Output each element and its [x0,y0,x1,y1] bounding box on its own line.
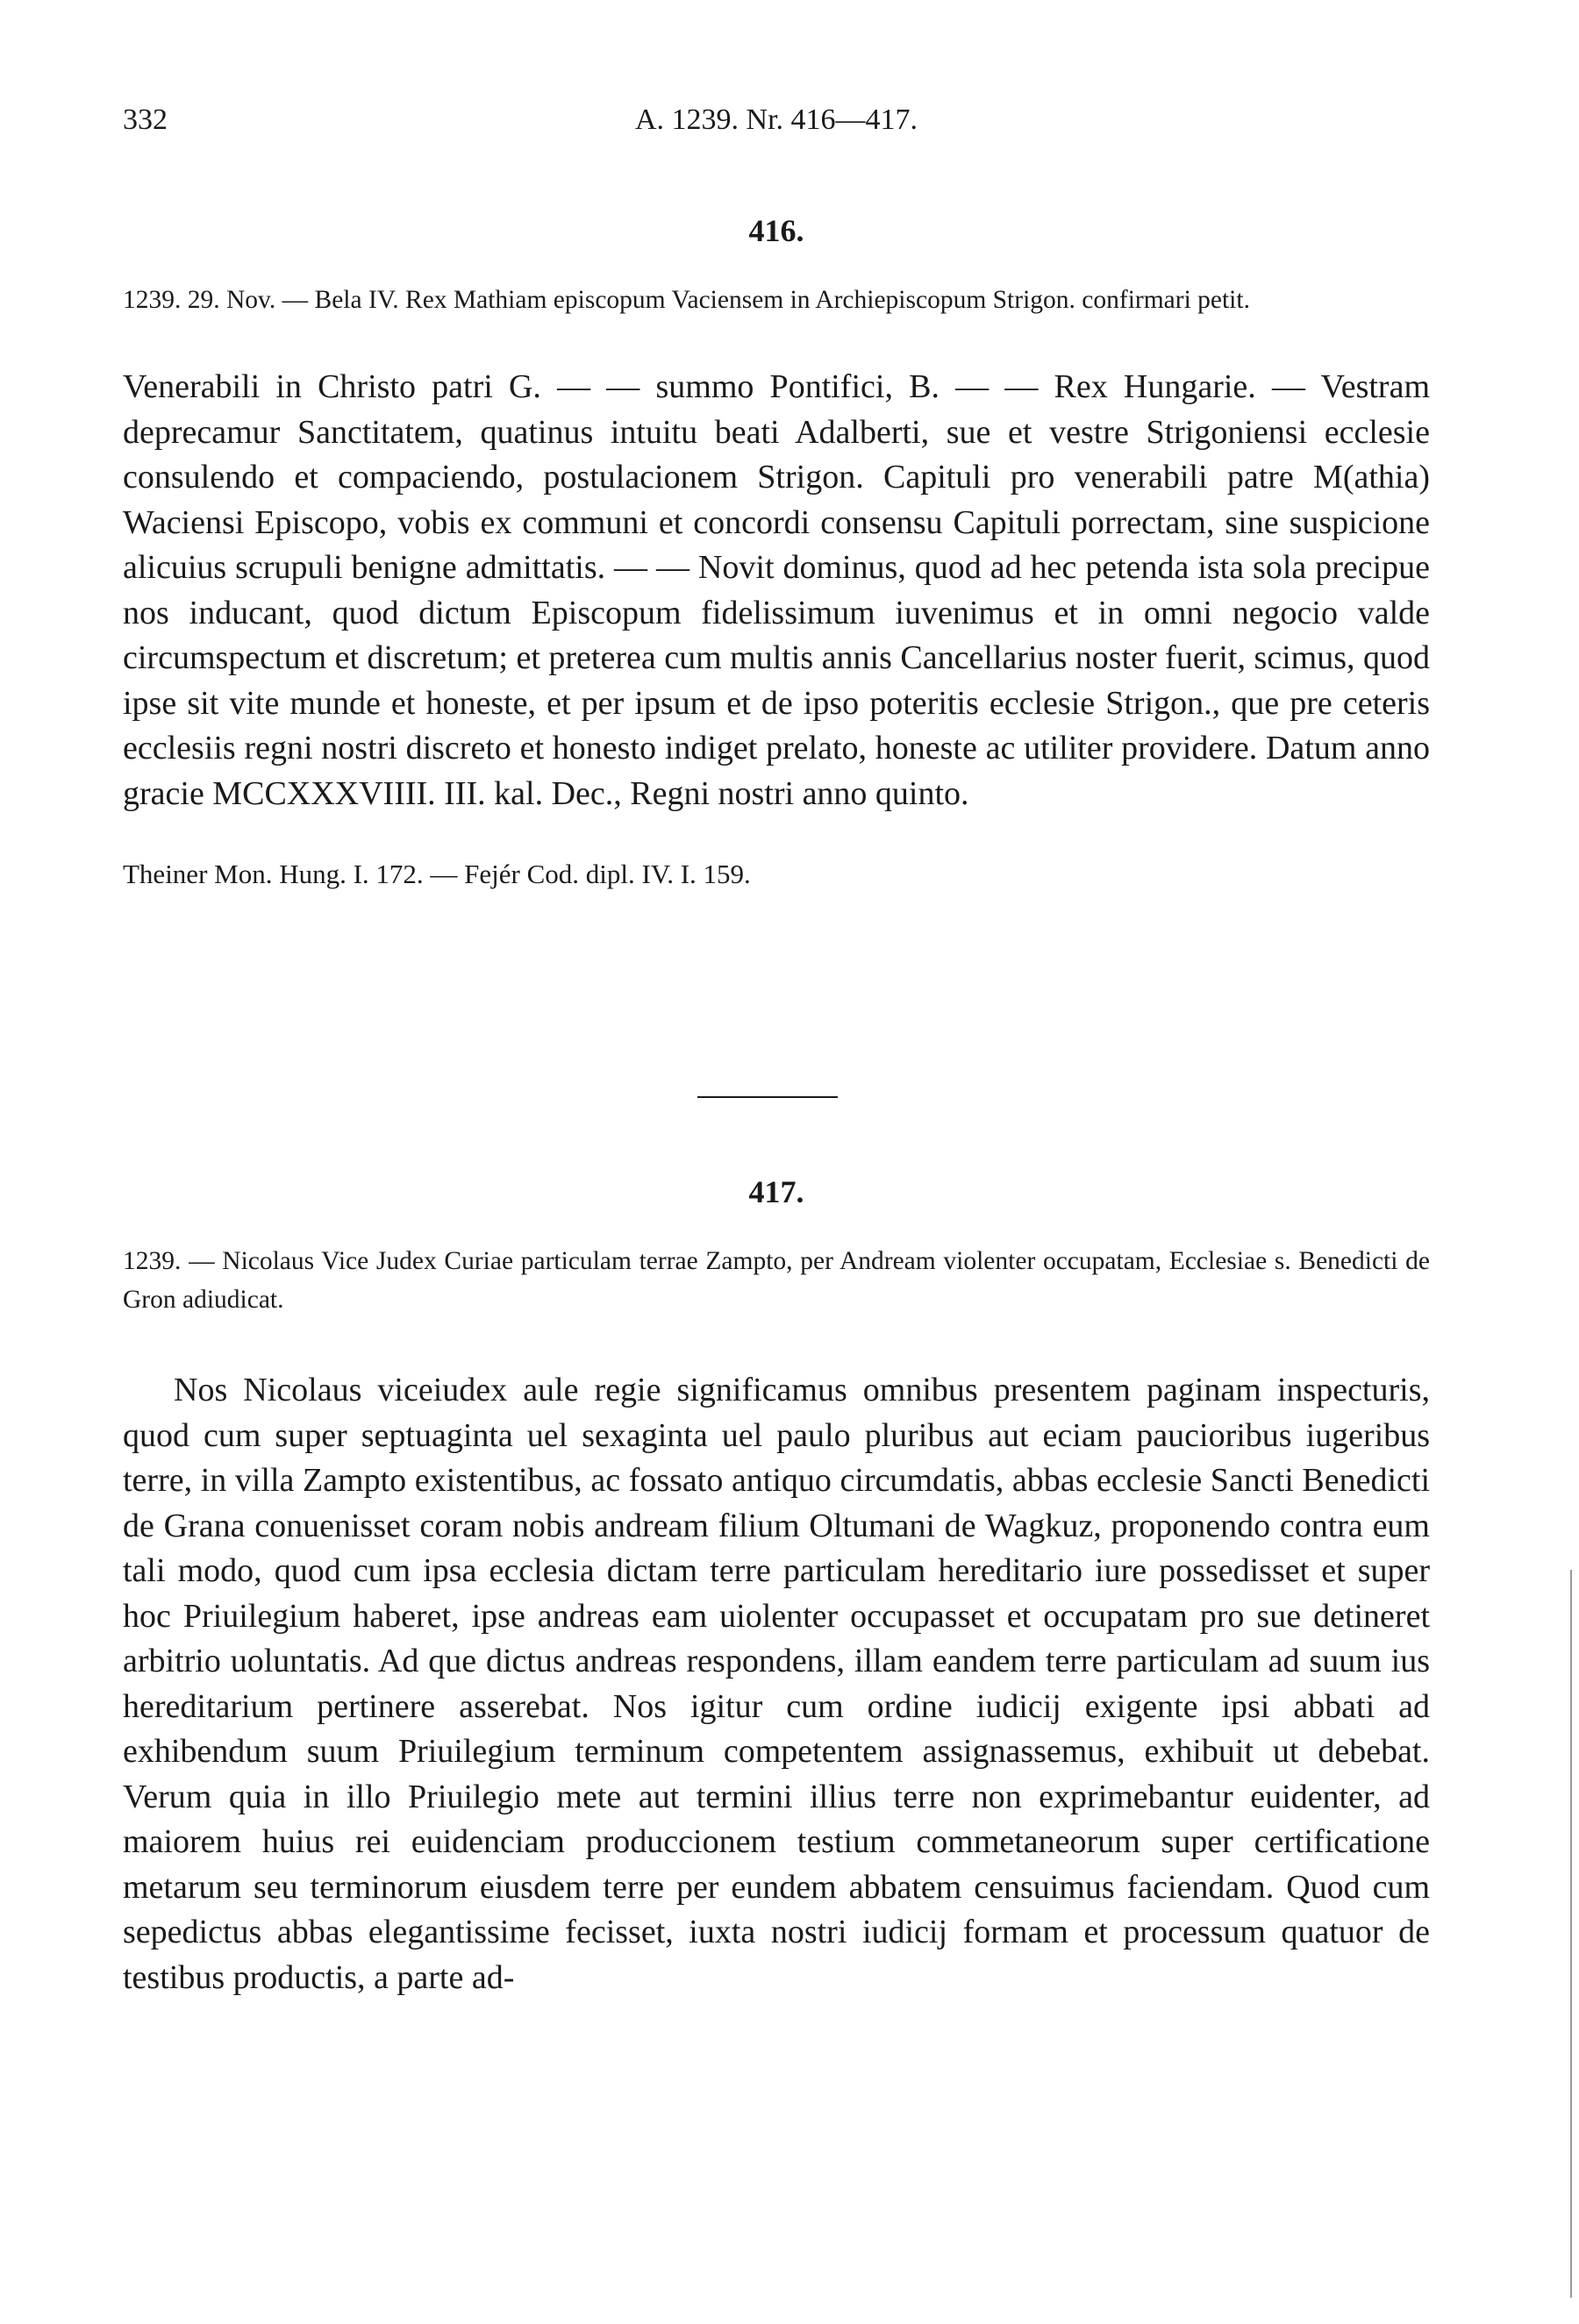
source-citation: Theiner Mon. Hung. I. 172. — Fejér Cod. dipl. IV. I. 159. [123,859,751,889]
scan-edge-line [1570,1570,1572,2298]
document-body-text: Venerabili in Christo patri G. — — summo Pontifici, B. — — Rex Hungarie. — Vestram deprecamur Sanctitatem, quatinus intuitu beati Adalberti, sue et vestre Strigoniensi ecclesie consulendo et compaciendo, postulacionem Strigon. Capituli pro venerabili patre M(athia) Waciensi Episcopo, vobis ex communi et concordi consensu Capituli porrectam, sine suspicione alicuius scrupuli benigne admittatis. — — Novit dominus, quod ad hec petenda ista sola precipue nos inducant, quod dictum Episcopum fidelissimum iuvenimus et in omni negocio valde circumspectum et discretum; et preterea cum multis annis Cancellarius noster fuerit, scimus, quod ipse sit vite munde et honeste, et per ipsum et de ipso poteritis ecclesie Strigon., que pre ceteris ecclesiis regni nostri discreto et honesto indiget prelato, honeste ac utiliter providere. Datum anno gracie MCCXXXVIIII. III. kal. Dec., Regni nostri anno quinto. [123,368,1431,812]
document-body-text: Nos Nicolaus viceiudex aule regie significamus omnibus presentem paginam inspecturis, quod cum super septuaginta uel sexaginta uel paulo pluribus aut eciam paucioribus iugeribus terre, in villa Zampto existentibus, ac fossato antiquo circumdatis, abbas ecclesie Sancti Benedicti de Grana conuenisset coram nobis andream filium Oltumani de Wagkuz, proponendo contra eum tali modo, quod cum ipsa ecclesia dictam terre particulam hereditario iure possedisset et super hoc Priuilegium haberet, ipse andreas eam uiolenter occupasset et occupatam pro sue detineret arbitrio uoluntatis. Ad que dictus andreas respondens, illam eandem terre particulam ad suum ius hereditarium pertinere asserebat. Nos igitur cum ordine iudicij exigente ipsi abbati ad exhibendum suum Priuilegium terminum competentem assignassemus, exhibuit ut debebat. Verum quia in illo Priuilegio mete aut termini illius terre non exprimebantur euidenter, ad maiorem huius rei euidenciam produccionem testium commetaneorum super certificatione metarum seu terminorum eiusdem terre per eundem abbatem censuimus faciendam. Quod cum sepedictus abbas elegantissime fecisset, iuxta nostri iudicij formam et processum quatuor de testibus productis, a parte ad- [123,1372,1430,1996]
document-number: 416. [748,213,804,248]
running-title: A. 1239. Nr. 416—417. [634,103,918,136]
page-number: 332 [123,103,168,136]
charter-416 [123,212,1430,894]
document-regest: 1239. 29. Nov. — Bela IV. Rex Mathiam episcopum Vaciensem in Archiepiscopum Strigon. confirmari petit. [123,286,1250,314]
document-number: 417. [748,1174,804,1209]
document-regest: 1239. — Nicolaus Vice Judex Curiae particulam terrae Zampto, per Andream violenter occupatam, Ecclesiae s. Benedicti de Gron adiudicat. [123,1247,1430,1314]
running-header [123,103,1430,147]
section-separator [697,1096,838,1098]
charter-417 [123,1173,1430,2000]
